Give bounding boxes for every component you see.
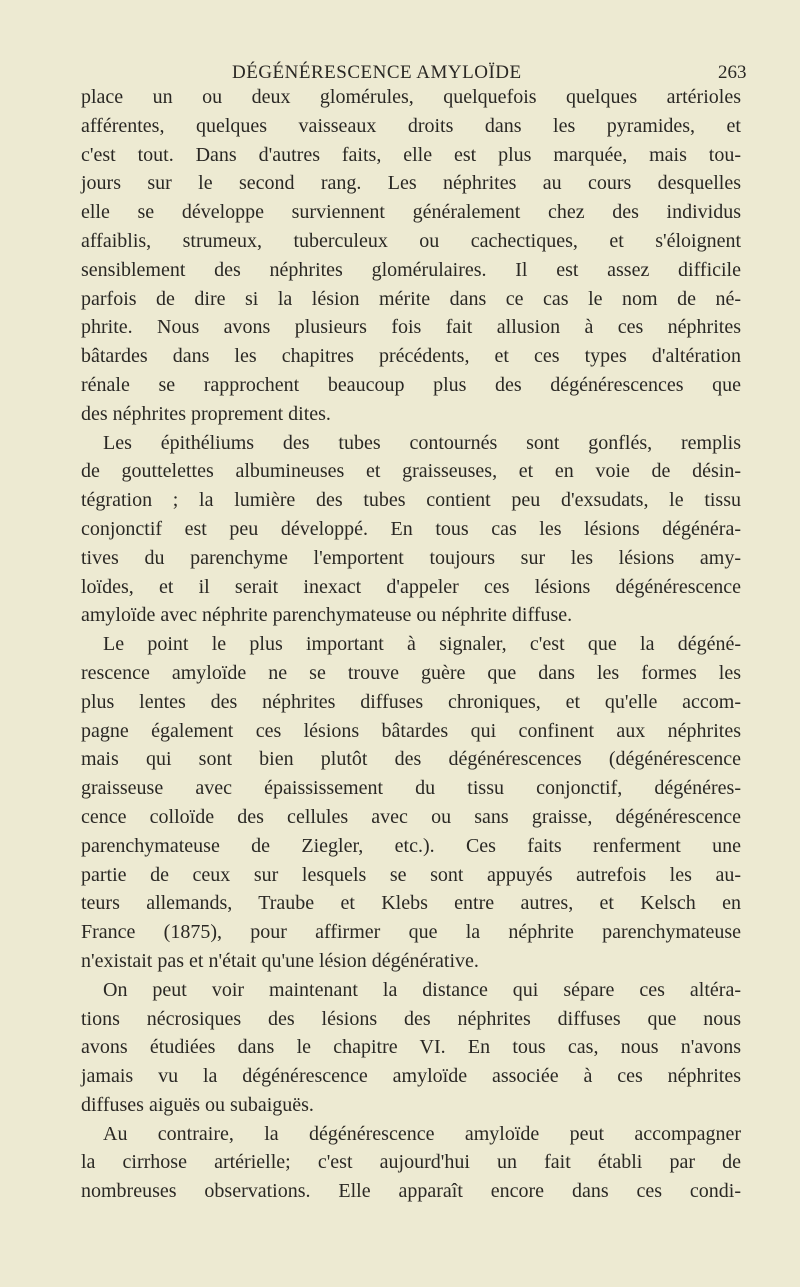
text-line: jamais vu la dégénérescence amyloïde associée à ces néphrites	[81, 1065, 741, 1088]
text-line: n'existait pas et n'était qu'une lésion dégénérative.	[81, 949, 479, 972]
text-line: pagne également ces lésions bâtardes qui confinent aux néphrites	[81, 719, 741, 742]
text-line: tégration ; la lumière des tubes contient peu d'exsudats, le tissu	[81, 489, 741, 512]
text-line: nombreuses observations. Elle apparaît encore dans ces condi-	[81, 1180, 741, 1203]
running-title: DÉGÉNÉRESCENCE AMYLOÏDE	[232, 62, 522, 83]
text-line: Au contraire, la dégénérescence amyloïde peut accompagner	[103, 1122, 741, 1145]
text-line: On peut voir maintenant la distance qui sépare ces altéra-	[103, 978, 741, 1001]
text-line: rénale se rapprochent beaucoup plus des dégénérescences que	[81, 373, 741, 396]
text-line: parenchymateuse de Ziegler, etc.). Ces faits renferment une	[81, 834, 741, 857]
text-line: tions nécrosiques des lésions des néphrites diffuses que nous	[81, 1007, 741, 1030]
text-line: graisseuse avec épaississement du tissu conjonctif, dégénéres-	[81, 777, 741, 800]
text-line: tives du parenchyme l'emportent toujours sur les lésions amy-	[81, 546, 741, 569]
text-line: Les épithéliums des tubes contournés sont gonflés, remplis	[103, 431, 741, 454]
body-text	[81, 83, 741, 1206]
text-line: amyloïde avec néphrite parenchymateuse ou néphrite diffuse.	[81, 604, 573, 627]
text-line: loïdes, et il serait inexact d'appeler ces lésions dégénérescence	[81, 575, 741, 598]
text-line: Le point le plus important à signaler, c'est que la dégéné-	[103, 633, 741, 656]
paragraph	[81, 83, 741, 429]
text-line: sensiblement des néphrites glomérulaires. Il est assez difficile	[81, 258, 741, 281]
paragraph	[81, 630, 741, 976]
text-line: la cirrhose artérielle; c'est aujourd'hui un fait établi par de	[81, 1151, 741, 1174]
text-line: de gouttelettes albumineuses et graisseuses, et en voie de désin-	[81, 460, 741, 483]
text-line: mais qui sont bien plutôt des dégénérescences (dégénérescence	[81, 748, 741, 771]
paragraph	[81, 1120, 741, 1206]
text-line: afférentes, quelques vaisseaux droits dans les pyramides, et	[81, 114, 741, 137]
text-line: conjonctif est peu développé. En tous cas les lésions dégénéra-	[81, 517, 741, 540]
text-line: c'est tout. Dans d'autres faits, elle est plus marquée, mais tou-	[81, 143, 741, 166]
text-line: France (1875), pour affirmer que la néphrite parenchymateuse	[81, 921, 741, 944]
paragraph	[81, 429, 741, 631]
text-line: place un ou deux glomérules, quelquefois quelques artérioles	[81, 86, 741, 108]
text-line: partie de ceux sur lesquels se sont appuyés autrefois les au-	[81, 863, 741, 886]
text-line: parfois de dire si la lésion mérite dans ce cas le nom de né-	[81, 287, 741, 310]
text-line: cence colloïde des cellules avec ou sans graisse, dégénérescence	[81, 805, 741, 828]
text-line: teurs allemands, Traube et Klebs entre autres, et Kelsch en	[81, 892, 741, 915]
text-line: phrite. Nous avons plusieurs fois fait allusion à ces néphrites	[81, 316, 741, 339]
paragraph	[81, 976, 741, 1120]
text-line: elle se développe surviennent généralement chez des individus	[81, 201, 741, 224]
text-line: avons étudiées dans le chapitre VI. En tous cas, nous n'avons	[81, 1036, 741, 1059]
text-line: bâtardes dans les chapitres précédents, et ces types d'altération	[81, 345, 741, 368]
text-line: plus lentes des néphrites diffuses chroniques, et qu'elle accom-	[81, 690, 741, 713]
text-line: affaiblis, strumeux, tuberculeux ou cachectiques, et s'éloignent	[81, 229, 741, 252]
text-line: rescence amyloïde ne se trouve guère que dans les formes les	[81, 661, 741, 684]
text-line: des néphrites proprement dites.	[81, 402, 331, 425]
text-line: jours sur le second rang. Les néphrites au cours desquelles	[81, 172, 741, 195]
text-line: diffuses aiguës ou subaiguës.	[81, 1093, 314, 1116]
page-number: 263	[718, 62, 747, 83]
